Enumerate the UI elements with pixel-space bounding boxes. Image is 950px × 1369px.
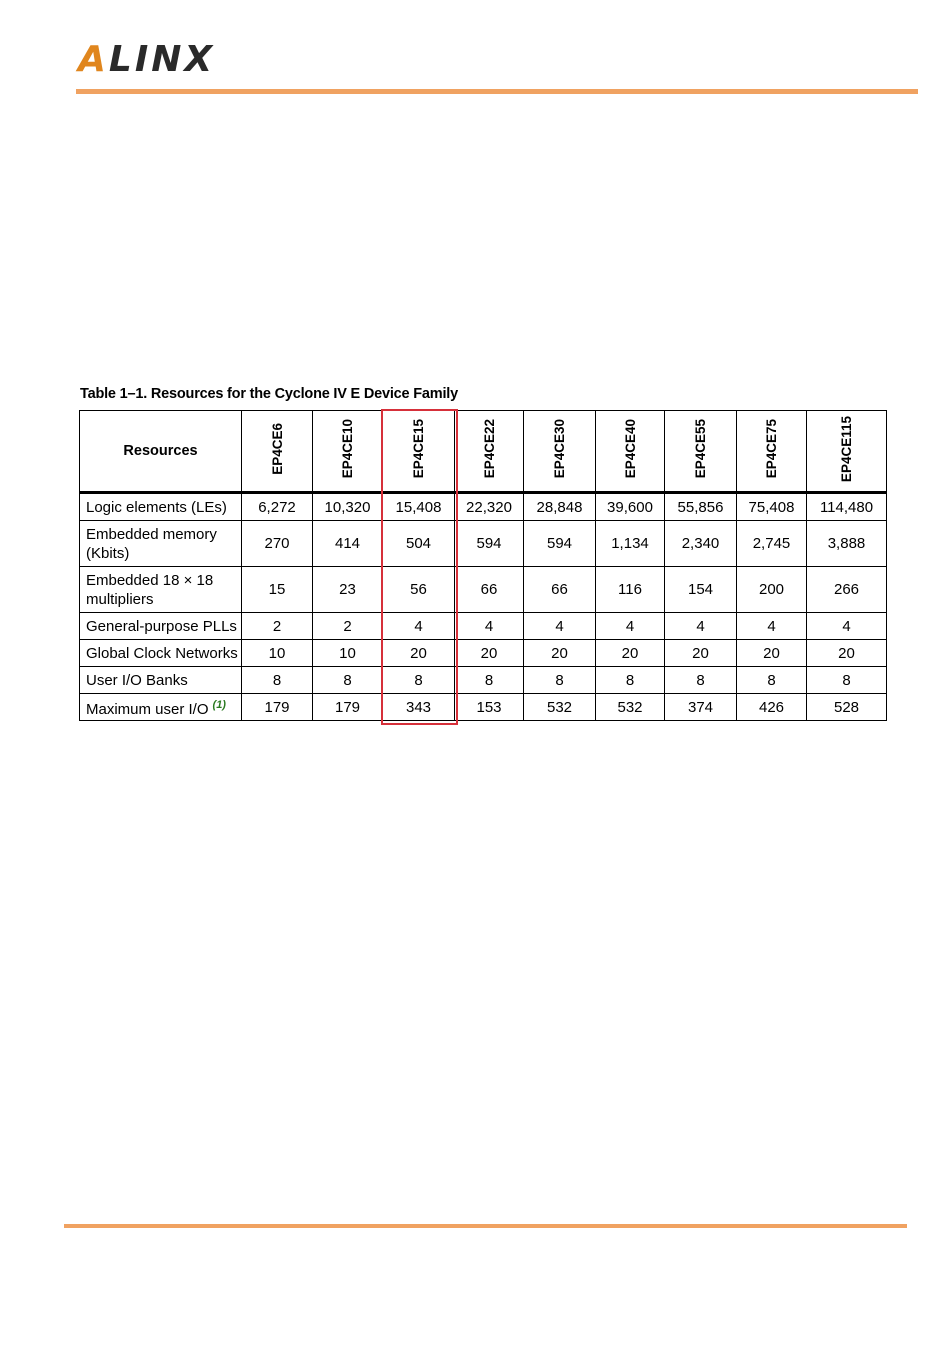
- table-cell: 594: [455, 521, 524, 567]
- table-cell: 528: [807, 694, 887, 721]
- table-cell: 266: [807, 567, 887, 613]
- table-cell: 8: [313, 667, 383, 694]
- table-row-clock-networks: [80, 640, 887, 667]
- table-cell: 8: [383, 667, 455, 694]
- table-cell: 4: [383, 613, 455, 640]
- row-label: Maximum user I/O $^{(1)}$: [80, 694, 242, 721]
- device-header: EP4CE22: [455, 411, 524, 493]
- table-cell: 20: [665, 640, 737, 667]
- table-cell: 594: [524, 521, 596, 567]
- table-cell: 426: [737, 694, 807, 721]
- table-cell: 10,320: [313, 493, 383, 521]
- table-cell: 15: [242, 567, 313, 613]
- table-cell: 4: [524, 613, 596, 640]
- table-cell: 39,600: [596, 493, 665, 521]
- table-cell: 8: [524, 667, 596, 694]
- resources-header: Resources: [80, 411, 242, 493]
- table-cell: 8: [737, 667, 807, 694]
- table-cell: 4: [737, 613, 807, 640]
- table-caption: Table 1–1. Resources for the Cyclone IV E Device Family: [80, 386, 458, 402]
- device-header: EP4CE40: [596, 411, 665, 493]
- device-header: EP4CE30: [524, 411, 596, 493]
- table-cell: 22,320: [455, 493, 524, 521]
- table-cell: 153: [455, 694, 524, 721]
- table-cell: 8: [455, 667, 524, 694]
- table-cell: 75,408: [737, 493, 807, 521]
- table-cell: 414: [313, 521, 383, 567]
- row-label: Global Clock Networks: [80, 640, 242, 667]
- table-cell: 20: [596, 640, 665, 667]
- table-cell: 343: [383, 694, 455, 721]
- table-cell: 8: [242, 667, 313, 694]
- table-header-row: [80, 411, 887, 493]
- table-row-io-banks: [80, 667, 887, 694]
- table-cell: 6,272: [242, 493, 313, 521]
- table-cell: 179: [242, 694, 313, 721]
- device-header: EP4CE10: [313, 411, 383, 493]
- table-row-embedded-memory: [80, 521, 887, 567]
- table-cell: 8: [807, 667, 887, 694]
- table-cell: 8: [596, 667, 665, 694]
- device-header: EP4CE75: [737, 411, 807, 493]
- table-cell: 28,848: [524, 493, 596, 521]
- table-cell: 2,745: [737, 521, 807, 567]
- table-cell: 20: [524, 640, 596, 667]
- table-cell: 20: [455, 640, 524, 667]
- footer-rule: [64, 1224, 907, 1228]
- table-cell: 56: [383, 567, 455, 613]
- table-cell: 270: [242, 521, 313, 567]
- table-cell: 200: [737, 567, 807, 613]
- table-cell: 10: [313, 640, 383, 667]
- table-cell: 116: [596, 567, 665, 613]
- device-header: EP4CE15: [383, 411, 455, 493]
- table-cell: 20: [383, 640, 455, 667]
- table-cell: 2,340: [665, 521, 737, 567]
- table-cell: 4: [807, 613, 887, 640]
- table-cell: 374: [665, 694, 737, 721]
- table-row-plls: [80, 613, 887, 640]
- table-cell: 8: [665, 667, 737, 694]
- table-cell: 179: [313, 694, 383, 721]
- device-header: EP4CE115: [807, 411, 887, 493]
- table-cell: 15,408: [383, 493, 455, 521]
- table-cell: 4: [596, 613, 665, 640]
- table-cell: 4: [455, 613, 524, 640]
- table-row-multipliers: [80, 567, 887, 613]
- table-cell: 20: [737, 640, 807, 667]
- table-cell: 2: [313, 613, 383, 640]
- table-cell: 504: [383, 521, 455, 567]
- footnote-ref[interactable]: (1): [212, 698, 226, 711]
- alinx-logo: ALINX: [78, 39, 216, 80]
- table-cell: 114,480: [807, 493, 887, 521]
- table-cell: 154: [665, 567, 737, 613]
- row-label: User I/O Banks: [80, 667, 242, 694]
- table-cell: 532: [524, 694, 596, 721]
- device-header: EP4CE55: [665, 411, 737, 493]
- row-label: Embedded memory (Kbits): [80, 521, 242, 567]
- table-cell: 10: [242, 640, 313, 667]
- table-cell: 66: [524, 567, 596, 613]
- table-cell: 23: [313, 567, 383, 613]
- table-row-logic-elements: [80, 493, 887, 521]
- resources-table: [79, 410, 887, 721]
- row-label: General-purpose PLLs: [80, 613, 242, 640]
- table-row-max-user-io: [80, 694, 887, 721]
- row-label: Logic elements (LEs): [80, 493, 242, 521]
- table-cell: 20: [807, 640, 887, 667]
- table-cell: 1,134: [596, 521, 665, 567]
- table-cell: 66: [455, 567, 524, 613]
- table-cell: 532: [596, 694, 665, 721]
- table-cell: 3,888: [807, 521, 887, 567]
- row-label: Embedded 18 × 18 multipliers: [80, 567, 242, 613]
- device-header: EP4CE6: [242, 411, 313, 493]
- table-cell: 2: [242, 613, 313, 640]
- header-rule: [76, 89, 918, 94]
- table-cell: 55,856: [665, 493, 737, 521]
- table-cell: 4: [665, 613, 737, 640]
